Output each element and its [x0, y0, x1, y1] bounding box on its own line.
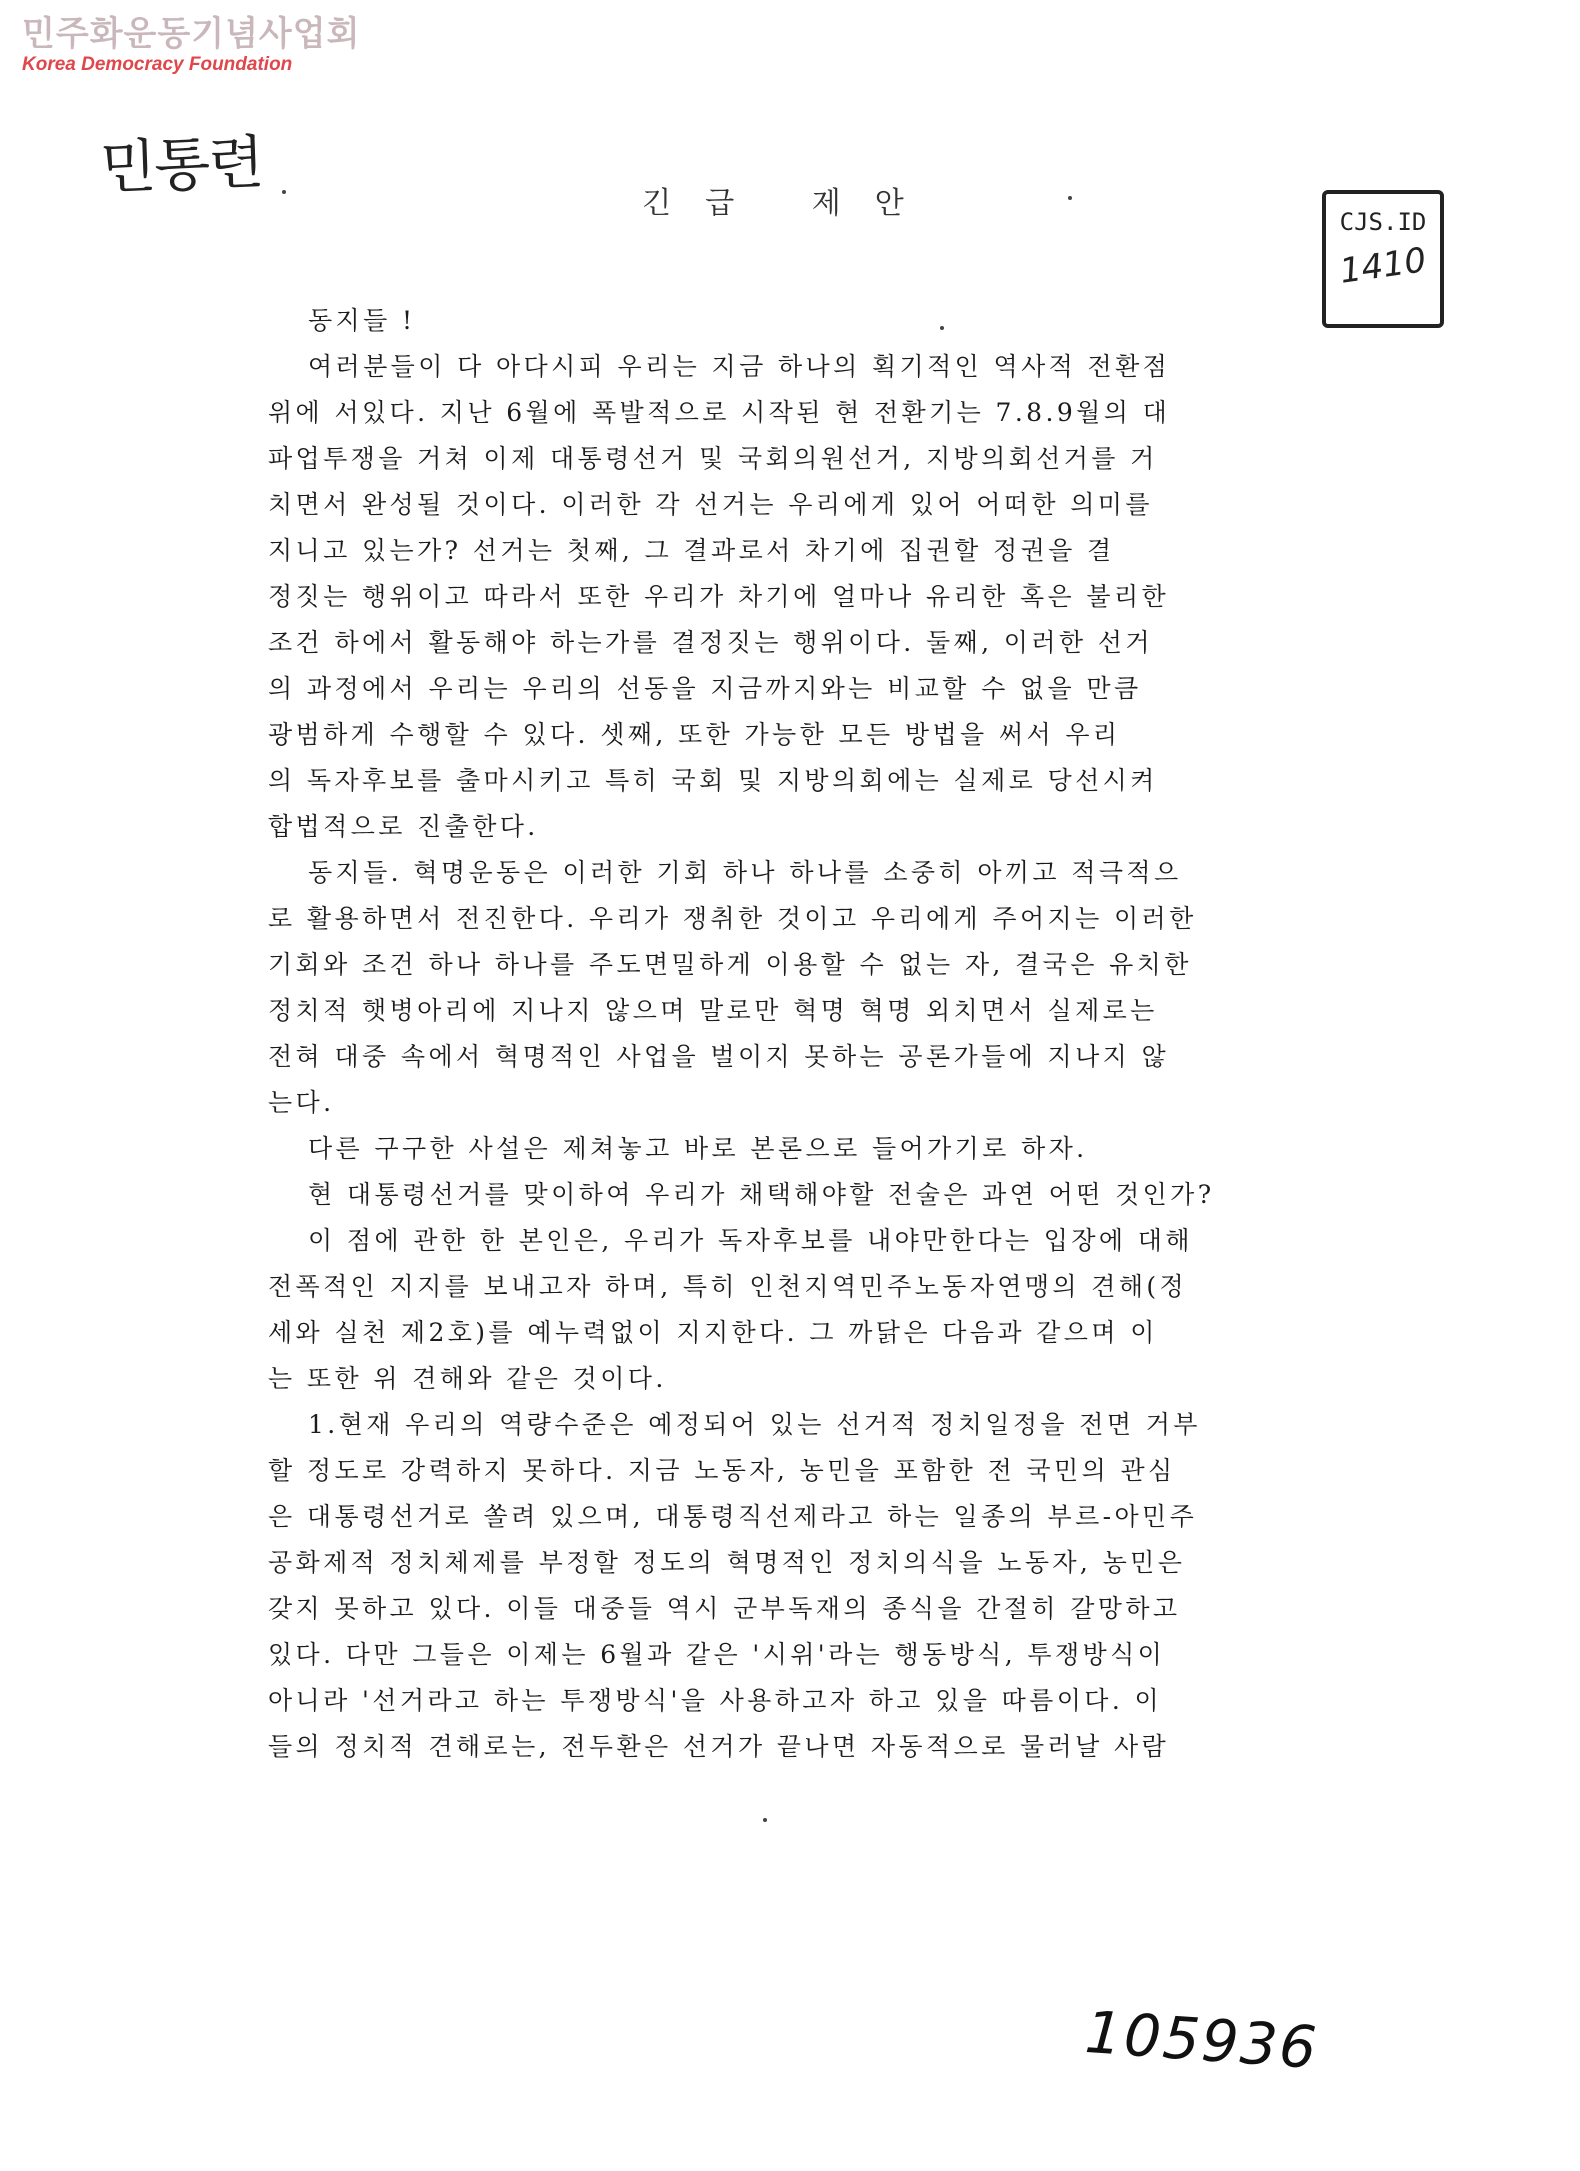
- body-line: 전혀 대중 속에서 혁명적인 사업을 벌이지 못하는 공론가들에 지나지 않: [268, 1042, 1170, 1071]
- stamp-number: 1410: [1337, 240, 1429, 292]
- body-line: 정짓는 행위이고 따라서 또한 우리가 차기에 얼마나 유리한 혹은 불리한: [268, 582, 1170, 611]
- scan-speck: [940, 326, 944, 330]
- body-line: 동지들 !: [308, 306, 416, 335]
- body-line: 은 대통령선거로 쏠려 있으며, 대통령직선제라고 하는 일종의 부르-아민주: [268, 1502, 1198, 1531]
- body-line: 세와 실천 제2호)를 예누력없이 지지한다. 그 까닭은 다음과 같으며 이: [268, 1318, 1158, 1347]
- body-line: 파업투쟁을 거쳐 이제 대통령선거 및 국회의원선거, 지방의회선거를 거: [268, 444, 1158, 473]
- body-line: 있다. 다만 그들은 이제는 6월과 같은 '시위'라는 행동방식, 투쟁방식이: [268, 1640, 1166, 1669]
- body-line: 할 정도로 강력하지 못하다. 지금 노동자, 농민을 포함한 전 국민의 관심: [268, 1456, 1176, 1485]
- document-id: 105936: [1082, 1997, 1321, 2083]
- body-line: 치면서 완성될 것이다. 이러한 각 선거는 우리에게 있어 어떠한 의미를: [268, 490, 1153, 519]
- stamp-label: CJS.ID: [1339, 208, 1427, 236]
- body-line: 는 또한 위 견해와 같은 것이다.: [268, 1364, 667, 1393]
- body-line: 정치적 햇병아리에 지나지 않으며 말로만 혁명 혁명 외치면서 실제로는: [268, 996, 1158, 1025]
- body-line: 동지들. 혁명운동은 이러한 기회 하나 하나를 소중히 아끼고 적극적으: [308, 858, 1182, 887]
- body-line: 여러분들이 다 아다시피 우리는 지금 하나의 획기적인 역사적 전환점: [308, 352, 1171, 381]
- archive-stamp: [1322, 190, 1444, 328]
- body-line: 이 점에 관한 한 본인은, 우리가 독자후보를 내야만한다는 입장에 대해: [308, 1226, 1193, 1255]
- body-line: 전폭적인 지지를 보내고자 하며, 특히 인천지역민주노동자연맹의 견해(정: [268, 1272, 1188, 1301]
- body-line: 조건 하에서 활동해야 하는가를 결정짓는 행위이다. 둘째, 이러한 선거: [268, 628, 1153, 657]
- body-line: 현 대통령선거를 맞이하여 우리가 채택해야할 전술은 과연 어떤 것인가?: [308, 1180, 1215, 1209]
- body-line: 아니라 '선거라고 하는 투쟁방식'을 사용하고자 하고 있을 따름이다. 이: [268, 1686, 1163, 1715]
- watermark-korean: 민주화운동기념사업회: [22, 14, 361, 54]
- watermark-english: Korea Democracy Foundation: [22, 54, 293, 75]
- body-line: 의 독자후보를 출마시키고 특히 국회 및 지방의회에는 실제로 당선시켜: [268, 766, 1158, 795]
- body-line: 들의 정치적 견해로는, 전두환은 선거가 끝나면 자동적으로 물러날 사람: [268, 1732, 1170, 1761]
- body-line: 의 과정에서 우리는 우리의 선동을 지금까지와는 비교할 수 없을 만큼: [268, 674, 1142, 703]
- scan-speck: [763, 1818, 767, 1822]
- body-line: 기회와 조건 하나 하나를 주도면밀하게 이용할 수 없는 자, 결국은 유치한: [268, 950, 1192, 979]
- scan-speck: [282, 190, 286, 194]
- document-title: 긴급 제안: [642, 186, 938, 221]
- document-body: [268, 298, 1313, 1770]
- scan-speck: [1068, 196, 1072, 200]
- foundation-watermark: [22, 14, 360, 76]
- body-line: 공화제적 정치체제를 부정할 정도의 혁명적인 정치의식을 노동자, 농민은: [268, 1548, 1186, 1577]
- body-line: 지니고 있는가? 선거는 첫째, 그 결과로서 차기에 집권할 정권을 결: [268, 536, 1115, 565]
- body-line: 갖지 못하고 있다. 이들 대중들 역시 군부독재의 종식을 간절히 갈망하고: [268, 1594, 1181, 1623]
- handwritten-label: 민통련: [99, 128, 264, 202]
- body-line: 다른 구구한 사설은 제쳐놓고 바로 본론으로 들어가기로 하자.: [308, 1134, 1088, 1163]
- body-line: 는다.: [268, 1088, 335, 1117]
- body-line: 합법적으로 진출한다.: [268, 812, 539, 841]
- body-line: 1.현재 우리의 역량수준은 예정되어 있는 선거적 정치일정을 전면 거부: [308, 1410, 1201, 1439]
- body-line: 광범하게 수행할 수 있다. 셋째, 또한 가능한 모든 방법을 써서 우리: [268, 720, 1121, 749]
- body-line: 로 활용하면서 전진한다. 우리가 쟁취한 것이고 우리에게 주어지는 이러한: [268, 904, 1197, 933]
- body-line: 위에 서있다. 지난 6월에 폭발적으로 시작된 현 전환기는 7.8.9월의 대: [268, 398, 1171, 427]
